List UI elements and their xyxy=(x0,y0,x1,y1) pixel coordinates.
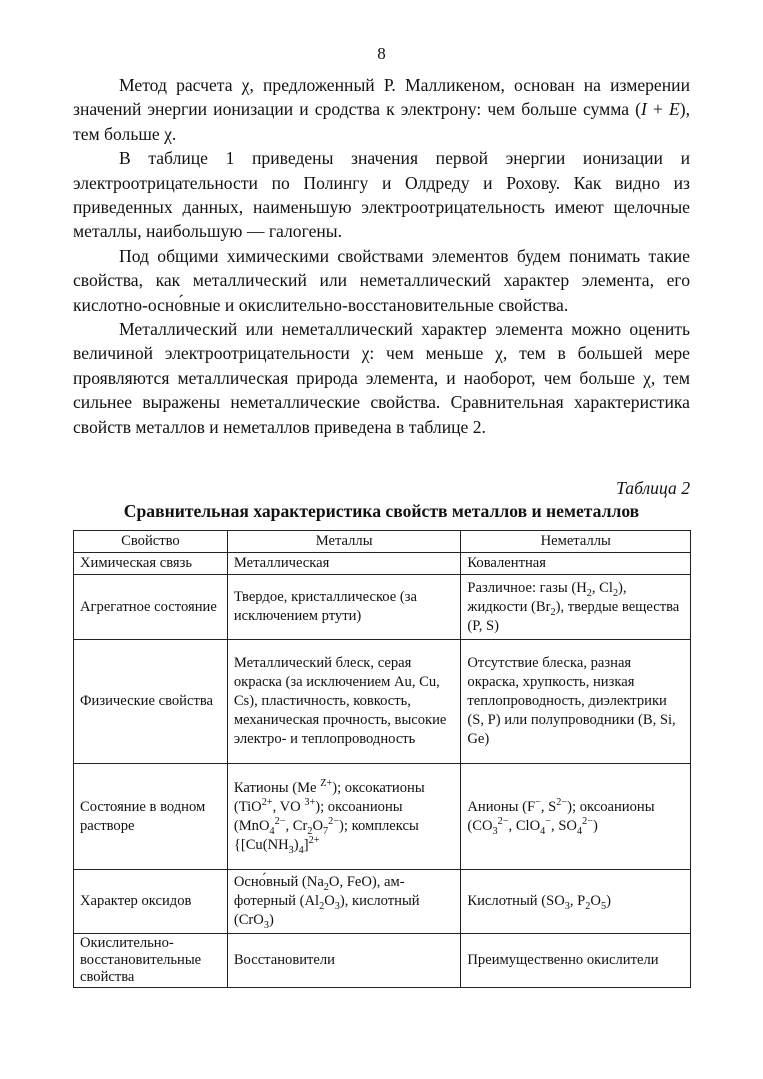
header-metals: Металлы xyxy=(227,531,461,553)
cell-metals: Катионы (Me $^{Z+}$); оксокатионы (TiO$^{2+}$, VO $^{3+}$); оксоанионы (MnO$_4^{2-}$, $Cr_2O_7^{2-}$); комплексы {$[Cu(NH_3)_4]^{2+}$ xyxy=(227,764,461,870)
cell-metals: Осно́вный ($Na_2O$, FeO), амфотерный $(Al_2O_3)$, кислотный (CrO$_3$) xyxy=(227,870,461,934)
cell-nonmetals: Кислотный ($SO_3$, $P_2O_5$) xyxy=(461,870,691,934)
table-label: Таблица 2 xyxy=(616,478,690,498)
cell-property: Химическая связь xyxy=(74,553,228,575)
paragraph-table1: В таблице 1 приведены значения первой энергии ионизации и электроотрицательности по Полингу и Олдреду и Рохову. Как видно из приведенных данных, наименьшую электроотрицательность имеют щелочные металлы, наибольшую — галогены. xyxy=(73,148,690,242)
table-header-row xyxy=(74,531,691,553)
properties-table xyxy=(73,530,691,988)
cell-nonmetals: Отсутствие блеска, разная окраска, хрупкость, низкая теплопроводность, диэлектрики (S, P) или полупроводники (B, Si, Ge) xyxy=(461,640,691,764)
table-row xyxy=(74,764,691,870)
cell-nonmetals: Ковалентная xyxy=(461,553,691,575)
cell-metals: Твердое, кристаллическое (за исключением ртути) xyxy=(227,575,461,640)
cell-property: Характер оксидов xyxy=(74,870,228,934)
cell-nonmetals: Преимущественно окислители xyxy=(461,934,691,988)
header-nonmetals: Неметаллы xyxy=(461,531,691,553)
cell-property: Физические свойства xyxy=(74,640,228,764)
body-text xyxy=(73,73,690,439)
paragraph-chemical-properties: Под общими химическими свойствами элементов будем понимать такие свойства, как металлический или неметаллический характер элемента, его кислотно-осно́вные и окислительно-восстановительные свойства. xyxy=(73,245,690,315)
cell-metals: Металлический блеск, серая окраска (за исключением Au, Cu, Cs), пластичность, ковкость, механическая прочность, высокие электро- и теплопроводность xyxy=(227,640,461,764)
table-row xyxy=(74,575,691,640)
cell-property: Агрегатное состояние xyxy=(74,575,228,640)
cell-nonmetals: Различное: газы ($H_2$, $Cl_2$), жидкости $(Br_2)$, твердые вещества (P, S) xyxy=(461,575,691,640)
page-number: 8 xyxy=(377,44,386,63)
table-row xyxy=(74,640,691,764)
cell-metals: Металлическая xyxy=(227,553,461,575)
cell-nonmetals: Анионы (F−, $S^{2-}$); оксоанионы ($CO_3^{2-}$, ClO$_4$−, $SO_4^{2-}$) xyxy=(461,764,691,870)
table-row xyxy=(74,553,691,575)
cell-metals: Восстановители xyxy=(227,934,461,988)
table-row xyxy=(74,870,691,934)
paragraph-mulliken: Метод расчета χ, предложенный Р. Малликеном, основан на измерении значений энергии ионизации и сродства к электрону: чем больше сумма (I + E), тем больше χ. xyxy=(73,75,690,144)
paragraph-metallic-character: Металлический или неметаллический характер элемента можно оценить величиной электроотрицательности χ: чем меньше χ, тем в большей мере проявляются металлическая природа элемента, и наоборот, чем больше χ, тем сильнее выражены неметаллические свойства. Сравнительная характеристика свойств металлов и неметаллов приведена в таблице 2. xyxy=(73,319,690,437)
table-row xyxy=(74,934,691,988)
table-title: Сравнительная характеристика свойств металлов и неметаллов xyxy=(123,501,640,521)
header-property: Свойство xyxy=(74,531,228,553)
cell-property: Состояние в водном растворе xyxy=(74,764,228,870)
cell-property: Окислительно-восстановительные свойства xyxy=(74,934,228,988)
